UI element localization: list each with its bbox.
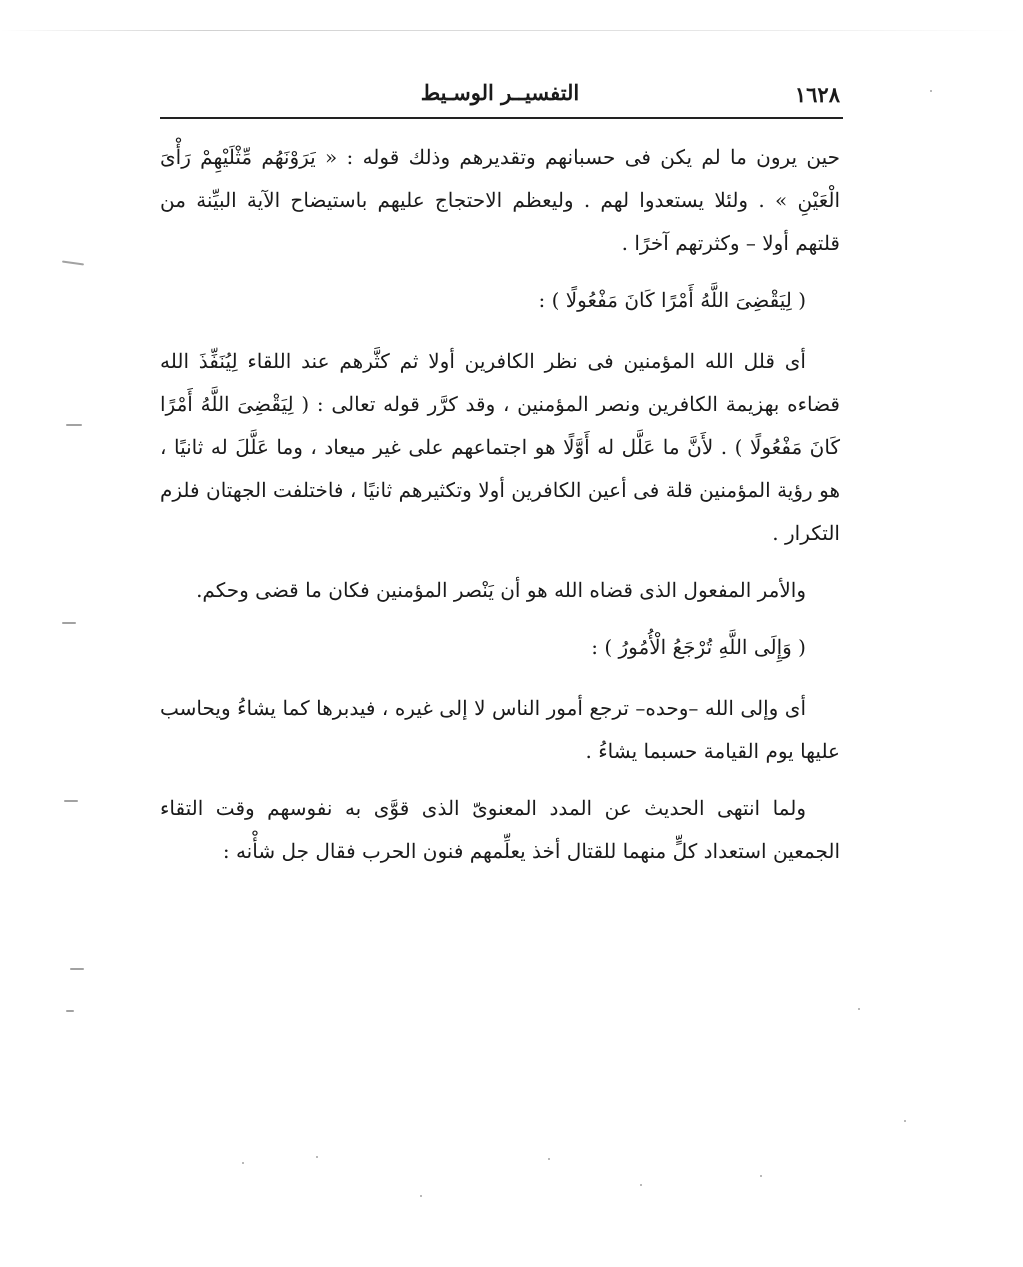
paragraph: والأمر المفعول الذى قضاه الله هو أن يَنْصر المؤمنين فكان ما قضى وحكم. <box>196 578 806 602</box>
scan-mark <box>66 424 82 426</box>
page-body <box>160 136 840 873</box>
scan-mark <box>62 622 76 624</box>
verse-heading: ( وَإِلَى اللَّهِ تُرْجَعُ الْأُمُورُ ) : <box>591 635 806 659</box>
scan-edge <box>0 30 1023 31</box>
paragraph: حين يرون ما لم يكن فى حسبانهم وتقديرهم وذلك قوله : « يَرَوْنَهُم مِّثْلَيْهِمْ رَأْىَ الْعَيْنِ » . ولئلا يستعدوا لهم . وليعظم الاحتجاج عليهم باستيضاح الآية البيِّنة من قلتهم أولا – وكثرتهم آخرًا . <box>160 145 840 255</box>
page-number: ١٦٢٨ <box>794 82 840 107</box>
running-title: التفسيــر الوسـيط <box>420 80 580 105</box>
scan-mark <box>70 968 84 970</box>
paragraph: أى وإلى الله –وحده– ترجع أمور الناس لا إلى غيره ، فيدبرها كما يشاءُ ويحاسب عليها يوم القيامة حسبما يشاءُ . <box>160 696 840 763</box>
page-header <box>160 78 840 112</box>
scan-mark <box>64 800 78 802</box>
scan-mark <box>66 1010 74 1012</box>
paragraph: أى قلل الله المؤمنين فى نظر الكافرين أولا ثم كثَّرهم عند اللقاء لِيُنَفِّذَ الله قضاءه بهزيمة الكافرين ونصر المؤمنين ، وقد كرَّر قوله تعالى : ( لِيَقْضِىَ اللَّهُ أَمْرًا كَانَ مَفْعُولًا ) . لأَنَّ ما عَلَّل له أَوَّلًا هو اجتماعهم على غير ميعاد ، وما عَلَّلَ له ثانيًا ، هو رؤية المؤمنين قلة فى أعين الكافرين أولا وتكثيرهم ثانيًا ، فاختلفت الجهتان فلزم التكرار . <box>160 349 840 545</box>
scan-mark <box>62 260 84 265</box>
header-rule <box>160 117 843 119</box>
paragraph: ولما انتهى الحديث عن المدد المعنوىّ الذى قوَّى به نفوسهم وقت التقاء الجمعين استعداد كلٍّ منهما للقتال أخذ يعلِّمهم فنون الحرب فقال جل شأْنه : <box>160 796 840 863</box>
verse-heading: ( لِيَقْضِىَ اللَّهُ أَمْرًا كَانَ مَفْعُولًا ) : <box>538 288 806 312</box>
